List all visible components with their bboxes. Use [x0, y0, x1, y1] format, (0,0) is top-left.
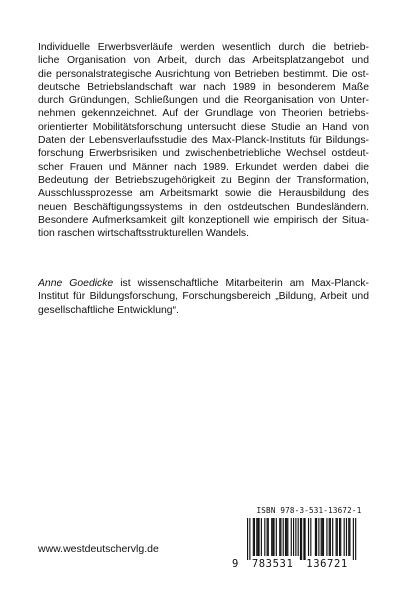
book-description-line: durch Gründungen, Schließungen und die Reorganisation von Unter-	[38, 95, 369, 107]
author-bio-line-1-rest: ist wissenschaftliche Mitarbeiterin am Max-Planck-	[113, 278, 369, 289]
barcode-bar	[355, 518, 356, 560]
barcode-digit-first: 9	[232, 558, 239, 570]
barcode-bar	[264, 518, 265, 556]
barcode-bar	[337, 518, 338, 556]
barcode-bar	[272, 518, 273, 556]
barcode-bar	[286, 518, 287, 556]
barcode-bar	[283, 518, 284, 556]
barcode-bar	[253, 518, 254, 556]
barcode-bar	[247, 518, 248, 560]
barcode-bar	[308, 518, 309, 556]
barcode-bar	[339, 518, 340, 556]
barcode-bar	[322, 518, 323, 556]
book-description-line: Ausschlussprozesse am Arbeitsmarkt sowie die Herausbildung des	[38, 188, 369, 200]
book-description-line: Bedeutung der Betriebszugehörigkeit zu Beginn der Transformation,	[38, 174, 369, 186]
barcode-bar	[271, 518, 272, 556]
barcode-bar	[349, 518, 350, 556]
book-description-line: Individuelle Erwerbsverläufe werden wesentlich durch die betrieb-	[38, 42, 369, 53]
barcode-bar	[321, 518, 322, 556]
barcode-bar	[301, 518, 302, 560]
barcode-bar	[316, 518, 317, 556]
barcode-bar	[267, 518, 268, 556]
barcode-bar	[330, 518, 331, 556]
barcode-bar	[287, 518, 288, 556]
barcode-bar	[249, 518, 250, 560]
barcode-bar	[261, 518, 262, 556]
barcode-bar	[295, 518, 296, 556]
book-description-line: tion raschen wirtschaftsstrukturellen Wandels.	[38, 228, 249, 240]
publisher-website: www.westdeutschervlg.de	[38, 543, 159, 555]
barcode-bar	[346, 518, 347, 556]
book-description-line: scher Frauen und Männer nach 1989. Erkundet werden dabei die	[38, 161, 369, 173]
barcode-digits-group-1: 783531	[251, 558, 294, 570]
barcode-bar	[336, 518, 337, 556]
barcode-bar	[332, 518, 333, 556]
book-description	[38, 41, 369, 240]
barcode	[247, 518, 359, 560]
barcode-bar	[298, 518, 299, 556]
barcode-bar	[344, 518, 345, 556]
barcode-bar	[348, 518, 349, 556]
barcode-bar	[256, 518, 257, 556]
author-bio-line-2: Institut für Bildungsforschung, Forschungsbereich „Bildung, Arbeit und	[38, 291, 369, 303]
barcode-bar	[310, 518, 311, 556]
book-description-line: Besondere Aufmerksamkeit gilt konzeptionell wie empirisch der Situa-	[38, 214, 369, 226]
book-description-line: deutsche Betriebslandschaft war nach 1989 in besonderem Maße	[38, 81, 369, 93]
barcode-bar	[273, 518, 274, 556]
barcode-bar	[268, 518, 269, 556]
book-description-line: Daten der Lebensverlaufsstudie des Max-Planck-Instituts für Bildungs-	[38, 135, 369, 147]
barcode-bar	[303, 518, 304, 560]
book-description-line: forschung Erwerbsrisiken und zwischenbetriebliche Wechsel ostdeut-	[38, 148, 369, 160]
isbn-barcode-block	[232, 506, 372, 570]
author-bio-line-3: gesellschaftliche Entwicklung“.	[38, 304, 179, 316]
barcode-bar	[318, 518, 319, 556]
barcode-bar	[305, 518, 306, 560]
barcode-bar	[353, 518, 354, 560]
book-description-line: liche Organisation von Arbeit, durch das Arbeitsplatzangebot und	[38, 55, 369, 67]
author-name: Anne Goedicke	[38, 278, 114, 289]
barcode-bar	[280, 518, 281, 556]
barcode-bar	[291, 518, 292, 556]
book-description-line: die personalstrategische Ausrichtung von Betrieben bestimmt. Die ost-	[38, 68, 369, 80]
barcode-bar	[326, 518, 327, 556]
barcode-digits-group-2: 136721	[306, 558, 348, 570]
barcode-bar	[257, 518, 258, 556]
barcode-bar	[300, 518, 301, 560]
barcode-bar	[259, 518, 260, 556]
barcode-bar	[323, 518, 324, 556]
book-description-line: nehmen gekennzeichnet. Auf der Grundlage von Theorien betriebs-	[38, 108, 369, 120]
barcode-bar	[340, 518, 341, 556]
barcode-bar	[279, 518, 280, 556]
barcode-bar	[329, 518, 330, 556]
book-description-line: neuen Beschäftigungssystems in den ostdeutschen Bundesländern.	[38, 201, 369, 213]
isbn-label: ISBN 978-3-531-13672-1	[256, 506, 362, 515]
book-description-line: orientierter Mobilitätsforschung untersucht diese Studie an Hand von	[38, 121, 369, 133]
barcode-bar	[315, 518, 316, 556]
barcode-bar	[293, 518, 294, 556]
barcode-bar	[285, 518, 286, 556]
author-bio-line-1	[38, 277, 369, 290]
barcode-bar	[276, 518, 277, 556]
barcode-digits	[232, 558, 372, 570]
author-bio	[38, 277, 369, 317]
barcode-bar	[254, 518, 255, 556]
